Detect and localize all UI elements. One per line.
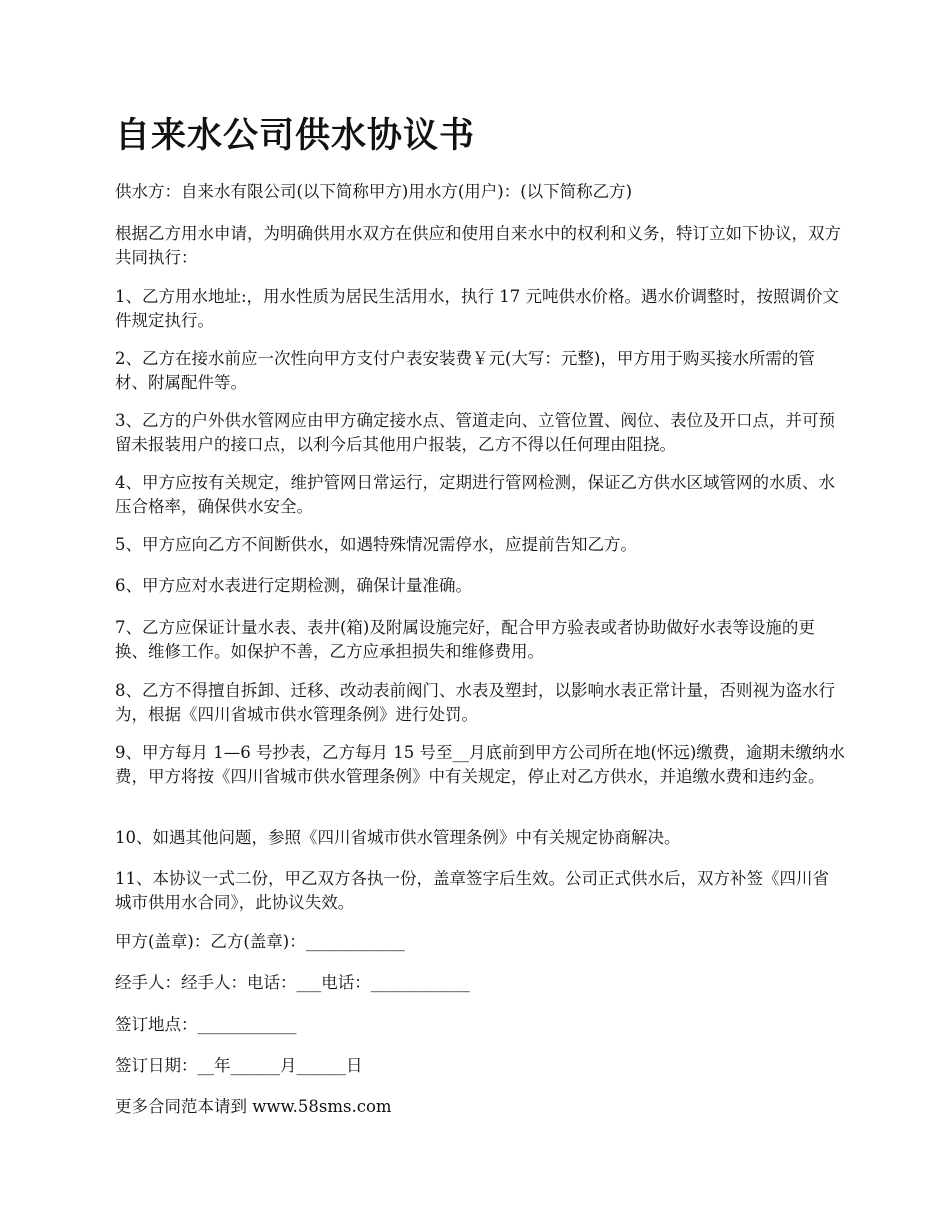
preamble: 根据乙方用水申请，为明确供用水双方在供应和使用自来水中的权利和义务，特订立如下协议，双方共同执行： <box>115 224 841 267</box>
clause-3: 3、乙方的户外供水管网应由甲方确定接水点、管道走向、立管位置、阀位、表位及开口点，并可预留未报装用户的接口点，以利今后其他用户报装，乙方不得以任何理由阻挠。 <box>115 411 835 454</box>
clause-1: 1、乙方用水地址:，用水性质为居民生活用水，执行 17 元吨供水价格。遇水价调整时，按照调价文件规定执行。 <box>115 287 840 330</box>
seal-line: 甲方(盖章)：乙方(盖章)：____________ <box>115 932 405 951</box>
signing-place-line: 签订地点：____________ <box>115 1015 297 1034</box>
clause-2: 2、乙方在接水前应一次性向甲方支付户表安装费￥元(大写：元整)，甲方用于购买接水所需的管材、附属配件等。 <box>115 349 815 392</box>
clause-11: 11、本协议一式二份，甲乙双方各执一份，盖章签字后生效。公司正式供水后，双方补签《四川省城市供用水合同》，此协议失效。 <box>115 869 829 912</box>
party-info: 供水方：自来水有限公司(以下简称甲方)用水方(用户)：(以下简称乙方) <box>115 182 633 201</box>
handler-phone-line: 经手人：经手人：电话：___电话：____________ <box>115 973 470 992</box>
footer-more-templates: 更多合同范本请到 www.58sms.com <box>115 1097 392 1116</box>
clause-10: 10、如遇其他问题，参照《四川省城市供水管理条例》中有关规定协商解决。 <box>115 828 681 847</box>
clause-4: 4、甲方应按有关规定，维护管网日常运行，定期进行管网检测，保证乙方供水区域管网的水质、水压合格率，确保供水安全。 <box>115 473 835 516</box>
clause-5: 5、甲方应向乙方不间断供水，如遇特殊情况需停水，应提前告知乙方。 <box>115 535 637 554</box>
clause-7: 7、乙方应保证计量水表、表井(箱)及附属设施完好，配合甲方验表或者协助做好水表等设施的更换、维修工作。如保护不善，乙方应承担损失和维修费用。 <box>115 618 815 661</box>
clause-9: 9、甲方每月 1—6 号抄表，乙方每月 15 号至__月底前到甲方公司所在地(怀远)缴费，逾期未缴纳水费，甲方将按《四川省城市供水管理条例》中有关规定，停止对乙方供水，并追缴水费和违约金。 <box>115 743 845 786</box>
clause-6: 6、甲方应对水表进行定期检测，确保计量准确。 <box>115 576 472 595</box>
clause-8: 8、乙方不得擅自拆卸、迁移、改动表前阀门、水表及塑封，以影响水表正常计量，否则视为盗水行为，根据《四川省城市供水管理条例》进行处罚。 <box>115 681 835 724</box>
document-title: 自来水公司供水协议书 <box>115 115 476 156</box>
signing-date-line: 签订日期：__年______月______日 <box>115 1056 363 1075</box>
